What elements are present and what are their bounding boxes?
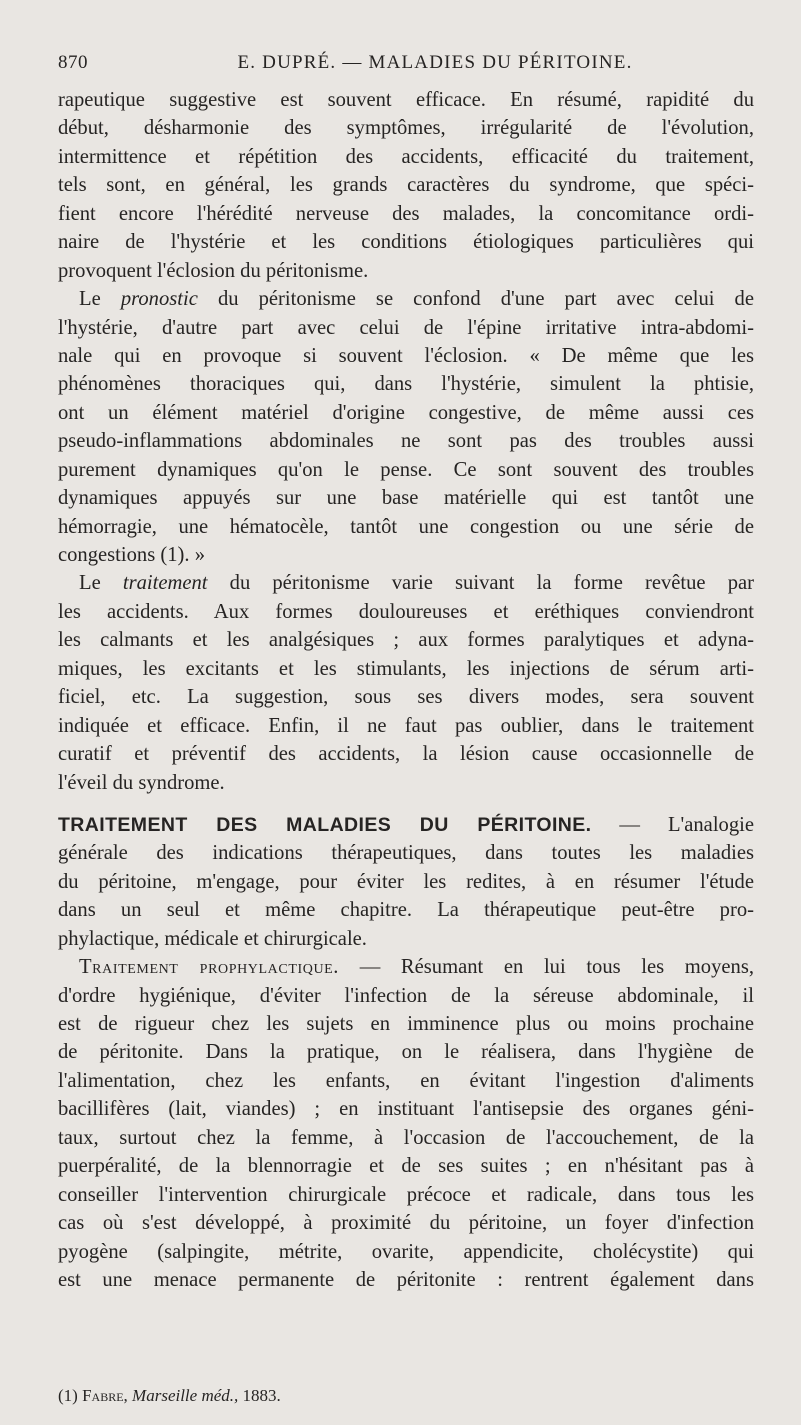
page-number: 870 — [58, 52, 88, 73]
text-line: miques, les excitants et les stimulants, les injections de sérum arti- — [58, 657, 754, 680]
text-line: naire de l'hystérie et les conditions étiologiques particulières qui — [58, 231, 754, 254]
text-line: tels sont, en général, les grands caractères du syndrome, que spéci- — [58, 174, 754, 197]
text-line: curatif et préventif des accidents, la lésion cause occasionnelle de — [58, 743, 754, 766]
text-line: est une menace permanente de péritonite : rentrent également dans — [58, 1268, 754, 1291]
text-line: intermittence et répétition des accidents, efficacité du traitement, — [58, 145, 754, 168]
text-line: provoquent l'éclosion du péritonisme. — [58, 259, 369, 282]
text-line: les accidents. Aux formes douloureuses et eréthiques conviendront — [58, 600, 754, 623]
text-line: dynamiques appuyés sur une base matérielle qui est tantôt une — [58, 487, 754, 510]
text-line: d'ordre hygiénique, d'éviter l'infection de la séreuse abdominale, il — [58, 984, 754, 1007]
text-line: l'éveil du syndrome. — [58, 771, 225, 794]
text-line: taux, surtout chez la femme, à l'occasion de l'accouchement, de la — [58, 1126, 754, 1149]
traitement-lead: Le — [79, 572, 123, 595]
prophylactique-paragraph-start — [58, 953, 754, 981]
text-line: congestions (1). » — [58, 544, 205, 566]
text-line: puerpéralité, de la blennorragie et de ses suites ; en n'hésitant pas à — [58, 1155, 754, 1178]
text-line: début, désharmonie des symptômes, irrégularité de l'évolution, — [58, 117, 754, 140]
text-line: du péritonisme se confond d'une part avec celui de — [197, 288, 754, 311]
text-line: phénomènes thoraciques qui, dans l'hystérie, simulent la phtisie, — [58, 373, 754, 396]
footnote-mark: (1) — [58, 1386, 83, 1405]
text-line: nale qui en provoque si souvent l'éclosion. « De même que les — [58, 344, 754, 367]
text-line: pseudo-inflammations abdominales ne sont pas des troubles aussi — [58, 430, 754, 453]
footnote-author: Fabre, — [82, 1386, 128, 1405]
text-line: l'alimentation, chez les enfants, en évitant l'ingestion d'aliments — [58, 1069, 754, 1092]
text-line: du péritonisme varie suivant la forme revêtue par — [207, 572, 754, 595]
text-line: dans un seul et même chapitre. La thérapeutique peut-être pro- — [58, 899, 754, 922]
text-line: ficiel, etc. La suggestion, sous ses divers modes, sera souvent — [58, 686, 754, 709]
text-line: fient encore l'hérédité nerveuse des malades, la concomitance ordi- — [58, 202, 754, 225]
text-line: pyogène (salpingite, métrite, ovarite, appendicite, cholécystite) qui — [58, 1240, 754, 1263]
text-line: phylactique, médicale et chirurgicale. — [58, 927, 367, 950]
traitement-paragraph-start — [58, 569, 754, 597]
text-line: — Résumant en lui tous les moyens, — [339, 956, 754, 979]
text-line: ont un élément matériel d'origine congestive, de même aussi ces — [58, 401, 754, 424]
text-line: indiquée et efficace. Enfin, il ne faut pas oublier, dans le traitement — [58, 714, 754, 737]
text-line: hémorragie, une hématocèle, tantôt une congestion ou une série de — [58, 515, 754, 538]
text-line: cas où s'est développé, à proximité du péritoine, un foyer d'infection — [58, 1212, 754, 1235]
section-heading: TRAITEMENT DES MALADIES DU PÉRITOINE. — [58, 813, 592, 836]
prophylactique-heading: Traitement prophylactique. — [79, 956, 340, 979]
text-line: du péritoine, m'engage, pour éviter les redites, à en résumer l'étude — [58, 870, 754, 893]
pronostic-paragraph-start — [58, 285, 754, 313]
text-line: est de rigueur chez les sujets en imminence plus ou moins prochaine — [58, 1013, 754, 1035]
pronostic-lead: Le — [79, 288, 121, 311]
footnote-year: 1883. — [238, 1386, 281, 1405]
text-line: l'hystérie, d'autre part avec celui de l'épine irritative intra-abdomi- — [58, 316, 754, 339]
text-line: de péritonite. Dans la pratique, on le réalisera, dans l'hygiène de — [58, 1041, 754, 1064]
text-line: conseiller l'intervention chirurgicale précoce et radicale, dans tous les — [58, 1183, 754, 1206]
text-line: bacillifères (lait, viandes) ; en instituant l'antisepsie des organes géni- — [58, 1098, 754, 1121]
traitement-term: traitement — [122, 572, 208, 595]
pronostic-term: pronostic — [120, 288, 198, 311]
footnote-journal: Marseille méd., — [127, 1386, 239, 1405]
text-line: rapeutique suggestive est souvent efficace. En résumé, rapidité du — [58, 89, 754, 111]
text-line: générale des indications thérapeutiques, dans toutes les maladies — [58, 842, 754, 865]
section-paragraph-start — [58, 811, 754, 839]
text-line: les calmants et les analgésiques ; aux formes paralytiques et adyna- — [58, 629, 754, 652]
running-head-title: E. DUPRÉ. — MALADIES DU PÉRITOINE. — [237, 52, 633, 73]
text-line: purement dynamiques qu'on le pense. Ce sont souvent des troubles — [58, 458, 754, 481]
running-head — [58, 52, 752, 78]
text-line: — L'analogie — [591, 813, 754, 836]
footnote — [58, 1385, 752, 1407]
body-text — [58, 86, 754, 1294]
